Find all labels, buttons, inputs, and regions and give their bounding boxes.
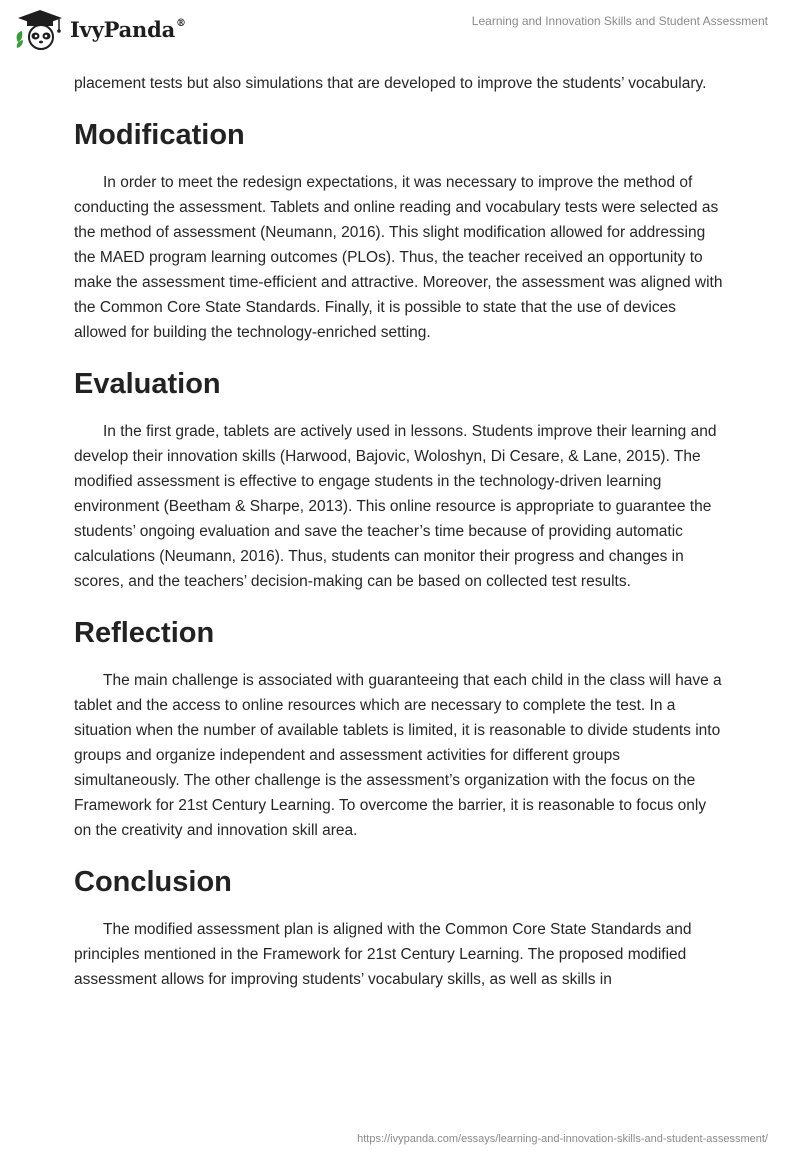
section-heading: Conclusion bbox=[74, 866, 232, 898]
section-heading: Modification bbox=[74, 119, 245, 151]
brand-name: IvyPanda® bbox=[70, 16, 186, 42]
section-paragraph: In the first grade, tablets are actively used in lessons. Students improve their learning and develop their innovation skills (Harwood, Bajovic, Woloshyn, Di Cesare, & Lane, 2015). The modified assessment is effective to engage students in the technology-driven learning environment (Beetham & Sharpe, 2013). This online resource is appropriate to guarantee the students’ ongoing evaluation and save the teacher’s time because of providing automatic calculations (Neumann, 2016). Thus, students can monitor their progress and changes in scores, and the teachers’ decision-making can be based on collected test results. bbox=[74, 423, 717, 590]
document-title: Learning and Innovation Skills and Student Assessment bbox=[471, 14, 768, 28]
section-heading: Reflection bbox=[74, 617, 215, 649]
essay-content bbox=[74, 71, 724, 1013]
section-paragraph: In order to meet the redesign expectations, it was necessary to improve the method of conducting the assessment. Tablets and online reading and vocabulary tests were selected as the method of assessment (Neumann, 2016). This slight modification allowed for addressing the MAED program learning outcomes (PLOs). Thus, the teacher received an opportunity to make the assessment time-efficient and attractive. Moreover, the assessment was aligned with the Common Core State Standards. Finally, it is possible to state that the use of devices allowed for building the technology-enriched setting. bbox=[74, 174, 723, 341]
section-reflection bbox=[74, 615, 724, 843]
section-evaluation bbox=[74, 366, 724, 594]
ivypanda-logo[interactable] bbox=[14, 8, 186, 50]
page-header bbox=[0, 0, 800, 60]
section-conclusion bbox=[74, 864, 724, 992]
section-paragraph: The modified assessment plan is aligned with the Common Core State Standards and principles mentioned in the Framework for 21st Century Learning. The proposed modified assessment allows for improving students’ vocabulary skills, as well as skills in bbox=[74, 921, 692, 988]
section-paragraph: The main challenge is associated with guaranteeing that each child in the class will have a tablet and the access to online resources which are necessary to complete the test. In a situation when the number of available tablets is limited, it is reasonable to divide students into groups and organize independent and assessment activities for different groups simultaneously. The other challenge is the assessment’s organization with the focus on the Framework for 21st Century Learning. To overcome the barrier, it is reasonable to focus only on the creativity and innovation skill area. bbox=[74, 672, 722, 839]
section-modification bbox=[74, 117, 724, 345]
intro-continuation-paragraph: placement tests but also simulations that are developed to improve the students’ vocabulary. bbox=[74, 75, 707, 92]
source-url-link[interactable]: https://ivypanda.com/essays/learning-and-innovation-skills-and-student-assessment/ bbox=[357, 1133, 768, 1145]
panda-mascot-icon bbox=[14, 8, 66, 50]
section-heading: Evaluation bbox=[74, 368, 221, 400]
